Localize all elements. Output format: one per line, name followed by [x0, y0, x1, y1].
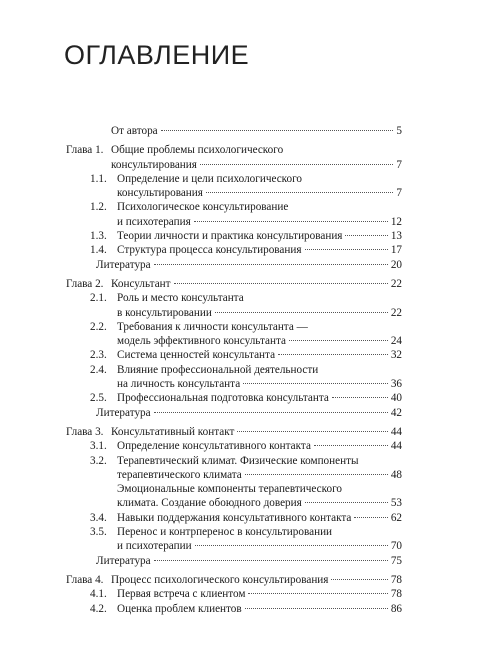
dot-leader	[245, 474, 388, 475]
toc-entry-number: 1.4.	[90, 244, 107, 257]
dot-leader	[248, 593, 387, 594]
toc-page-number: 36	[390, 378, 402, 391]
toc-page-number: 78	[390, 588, 402, 601]
table-of-contents	[66, 124, 402, 616]
toc-entry-number: 2.3.	[90, 349, 107, 362]
toc-entry-title: и психотерапия	[117, 215, 191, 228]
toc-entry-title: Литература	[96, 554, 151, 567]
toc-entry-number: 2.1.	[90, 292, 107, 305]
toc-entry-title: Литература	[96, 258, 151, 271]
dot-leader	[174, 283, 388, 284]
toc-entry-title: на личность консультанта	[117, 378, 241, 391]
toc-page-number: 78	[390, 573, 402, 586]
toc-entry-number: Глава 2.	[66, 277, 104, 290]
dot-leader	[243, 383, 388, 384]
toc-page-number: 5	[396, 125, 402, 137]
dot-leader	[200, 164, 393, 165]
toc-entry-title: Терапевтический климат. Физические компоненты	[117, 454, 359, 467]
dot-leader	[345, 235, 387, 236]
toc-entry-title: Влияние профессиональной деятельности	[117, 363, 319, 376]
toc-entry[interactable]	[66, 439, 402, 453]
toc-entry-title: модель эффективного консультанта	[117, 335, 286, 348]
page-title: ОГЛАВЛЕНИЕ	[64, 40, 250, 70]
toc-entry[interactable]	[66, 525, 402, 554]
dot-leader	[354, 517, 387, 518]
toc-entry-title: Требования к личности консультанта —	[117, 320, 308, 333]
dot-leader	[154, 264, 388, 265]
toc-page-number: 22	[390, 277, 402, 290]
toc-entry-title: терапевтического климата	[117, 468, 242, 481]
toc-entry[interactable]	[66, 425, 402, 439]
toc-page-number: 62	[390, 511, 402, 524]
toc-entry[interactable]	[66, 363, 402, 392]
toc-entry-title: в консультировании	[117, 306, 212, 319]
toc-entry-title: Роль и место консультанта	[117, 292, 244, 305]
toc-entry-title: Консультативный контакт	[111, 425, 235, 438]
toc-entry-title: Общие проблемы психологического	[111, 144, 284, 157]
toc-entry-number: 3.4.	[90, 511, 107, 524]
toc-page-number: 86	[390, 602, 402, 615]
toc-entry-number: 3.1.	[90, 440, 107, 453]
dot-leader	[289, 340, 388, 341]
toc-page-number: 40	[390, 392, 402, 405]
toc-entry[interactable]	[66, 454, 402, 483]
toc-page-number: 32	[390, 349, 402, 362]
toc-entry-title: Навыки поддержания консультативного контакта	[117, 511, 352, 524]
toc-entry-title: консультирования	[111, 158, 197, 171]
toc-entry[interactable]	[66, 258, 402, 272]
toc-entry-title: Определение и цели психологического	[117, 172, 303, 185]
dot-leader	[305, 502, 388, 503]
toc-entry[interactable]	[66, 291, 402, 320]
toc-entry-number: Глава 1.	[66, 144, 104, 157]
toc-page-number: 70	[390, 540, 402, 553]
toc-entry-title: Теории личности и практика консультирования	[117, 230, 343, 243]
toc-page-number: 75	[390, 554, 402, 567]
toc-entry[interactable]	[66, 602, 402, 616]
toc-entry[interactable]	[66, 587, 402, 601]
toc-entry[interactable]	[66, 482, 402, 511]
dot-leader	[245, 608, 388, 609]
toc-entry[interactable]	[66, 172, 402, 201]
toc-page-number: 7	[396, 187, 402, 200]
dot-leader	[154, 560, 388, 561]
toc-entry-title: Перенос и контрперенос в консультировании	[117, 526, 333, 539]
toc-entry-title: Консультант	[111, 277, 171, 290]
toc-entry[interactable]	[66, 229, 402, 243]
toc-entry[interactable]	[66, 554, 402, 568]
toc-entry[interactable]	[66, 200, 402, 229]
dot-leader	[237, 431, 387, 432]
toc-entry[interactable]	[66, 277, 402, 291]
toc-entry-number: Глава 3.	[66, 425, 104, 438]
toc-entry-title: От автора	[111, 125, 158, 137]
toc-entry-title: Определение консультативного контакта	[117, 440, 311, 453]
toc-entry-title: Процесс психологического консультирования	[111, 573, 329, 586]
dot-leader	[206, 192, 393, 193]
toc-entry-title: Структура процесса консультирования	[117, 244, 302, 257]
toc-entry-title: Литература	[96, 406, 151, 419]
toc-entry[interactable]	[66, 243, 402, 257]
dot-leader	[154, 412, 388, 413]
toc-entry-number: 3.5.	[90, 526, 107, 539]
toc-entry-title: Профессиональная подготовка консультанта	[117, 392, 329, 405]
dot-leader	[161, 130, 394, 131]
dot-leader	[305, 249, 388, 250]
toc-page-number: 44	[390, 425, 402, 438]
toc-entry[interactable]	[66, 320, 402, 349]
dot-leader	[331, 579, 387, 580]
toc-entry[interactable]	[66, 124, 402, 138]
toc-page-number: 53	[390, 497, 402, 510]
toc-entry-number: 1.3.	[90, 230, 107, 243]
toc-entry-number: 4.1.	[90, 588, 107, 601]
toc-entry-number: Глава 4.	[66, 573, 104, 586]
toc-entry[interactable]	[66, 511, 402, 525]
dot-leader	[215, 312, 388, 313]
toc-entry-title: Психологическое консультирование	[117, 201, 289, 214]
dot-leader	[278, 354, 388, 355]
toc-entry-title: консультирования	[117, 187, 203, 200]
dot-leader	[332, 397, 388, 398]
toc-entry[interactable]	[66, 573, 402, 587]
toc-entry-number: 4.2.	[90, 602, 107, 615]
toc-entry-number: 2.4.	[90, 363, 107, 376]
toc-page-number: 17	[390, 244, 402, 257]
toc-page-number: 13	[390, 230, 402, 243]
toc-entry-number: 2.5.	[90, 392, 107, 405]
toc-page-number: 7	[396, 158, 402, 171]
dot-leader	[195, 545, 388, 546]
toc-page-number: 12	[390, 215, 402, 228]
toc-entry-title: климата. Создание обоюдного доверия	[117, 497, 302, 510]
toc-entry[interactable]	[66, 348, 402, 362]
toc-page-number: 24	[390, 335, 402, 348]
toc-entry-title: Система ценностей консультанта	[117, 349, 276, 362]
toc-page-number: 42	[390, 406, 402, 419]
toc-page-number: 22	[390, 306, 402, 319]
toc-entry-title: Эмоциональные компоненты терапевтического	[117, 483, 342, 496]
dot-leader	[314, 445, 388, 446]
toc-entry-title: и психотерапии	[117, 540, 192, 553]
toc-entry-number: 3.2.	[90, 454, 107, 467]
toc-entry[interactable]	[66, 406, 402, 420]
dot-leader	[194, 221, 388, 222]
toc-page-number: 44	[390, 440, 402, 453]
toc-page-number: 20	[390, 258, 402, 271]
toc-entry[interactable]	[66, 143, 402, 172]
toc-entry-number: 2.2.	[90, 320, 107, 333]
toc-entry-title: Оценка проблем клиентов	[117, 602, 242, 615]
toc-entry-number: 1.2.	[90, 201, 107, 214]
toc-entry[interactable]	[66, 391, 402, 405]
toc-entry-number: 1.1.	[90, 172, 107, 185]
toc-page-number: 48	[390, 468, 402, 481]
toc-entry-title: Первая встреча с клиентом	[117, 588, 246, 601]
